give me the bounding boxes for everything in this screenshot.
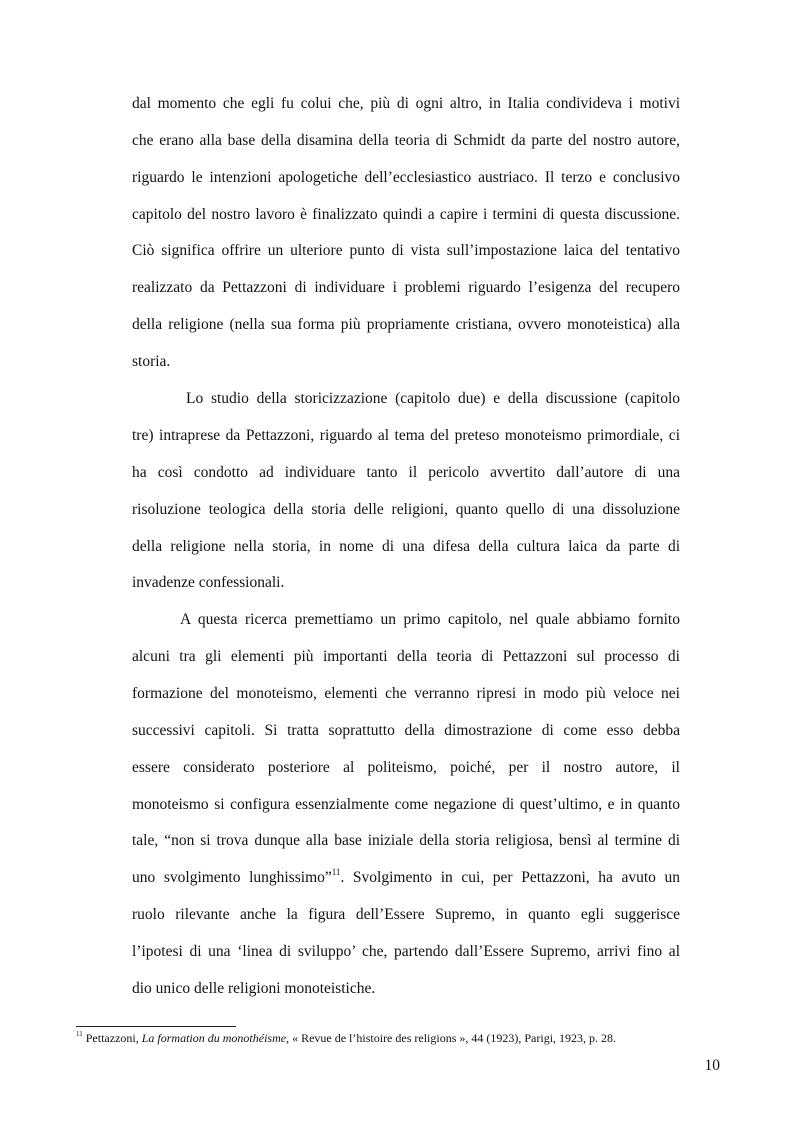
text-line: Lo studio della storicizzazione (capitolo due) e della discussione (capitolo: [186, 390, 680, 407]
text-line: ha così condotto ad individuare tanto il pericolo avvertito dall’autore di una: [132, 464, 680, 481]
text-line: tale, “non si trova dunque alla base iniziale della storia religiosa, bensì al termine di: [132, 832, 680, 849]
text-line: che erano alla base della disamina della teoria di Schmidt da parte del nostro autore,: [132, 132, 680, 149]
text-line: Ciò significa offrire un ulteriore punto di vista sull’impostazione laica del tentativo: [132, 242, 680, 259]
text-fragment: . Svolgimento in cui, per Pettazzoni, ha avuto un: [340, 869, 680, 886]
text-line: alcuni tra gli elementi più importanti della teoria di Pettazzoni sul processo di: [132, 648, 680, 665]
footnote-mark: 11: [76, 1030, 83, 1038]
footnote-author: Pettazzoni,: [82, 1031, 142, 1045]
text-line: riguardo le intenzioni apologetiche dell’ecclesiastico austriaco. Il terzo e conclusivo: [132, 169, 680, 186]
footnote-reference[interactable]: 11: [331, 866, 341, 877]
text-line: ruolo rilevante anche la figura dell’Essere Supremo, in quanto egli suggerisce: [132, 906, 680, 923]
text-line: essere considerato posteriore al politeismo, poiché, per il nostro autore, il: [132, 759, 680, 776]
text-fragment: uno svolgimento lunghissimo”: [132, 869, 332, 886]
text-line: invadenze confessionali.: [132, 574, 285, 591]
text-line: capitolo del nostro lavoro è finalizzato quindi a capire i termini di questa discussione.: [132, 206, 680, 223]
footnote-citation: , « Revue de l’histoire des religions », 44 (1923), Parigi, 1923, p. 28.: [286, 1031, 617, 1045]
text-line: tre) intraprese da Pettazzoni, riguardo al tema del preteso monoteismo primordiale, ci: [132, 427, 680, 444]
text-line: monoteismo si configura essenzialmente come negazione di quest’ultimo, e in quanto: [132, 796, 680, 813]
text-line: l’ipotesi di una ‘linea di sviluppo’ che, partendo dall’Essere Supremo, arrivi fino al: [132, 943, 680, 960]
text-line: formazione del monoteismo, elementi che verranno ripresi in modo più veloce nei: [132, 685, 680, 702]
text-line: dal momento che egli fu colui che, più di ogni altro, in Italia condivideva i motivi: [132, 95, 680, 112]
text-line: successivi capitoli. Si tratta soprattutto della dimostrazione di come esso debba: [132, 722, 680, 739]
text-line: risoluzione teologica della storia delle religioni, quanto quello di una dissoluzione: [132, 501, 680, 518]
footnote: [76, 1030, 686, 1046]
text-line: A questa ricerca premettiamo un primo capitolo, nel quale abbiamo fornito: [180, 611, 680, 628]
text-line: della religione nella storia, in nome di una difesa della cultura laica da parte di: [132, 538, 680, 555]
page-number: 10: [704, 1057, 720, 1074]
text-line: della religione (nella sua forma più propriamente cristiana, ovvero monoteistica) alla: [132, 316, 680, 333]
text-line-with-footnote-ref: [132, 868, 680, 888]
text-line: dio unico delle religioni monoteistiche.: [132, 980, 376, 997]
footnote-title: La formation du monothéisme: [141, 1031, 287, 1045]
text-line: realizzato da Pettazzoni di individuare i problemi riguardo l’esigenza del recupero: [132, 279, 680, 296]
text-line: storia.: [132, 353, 171, 370]
footnote-separator: [76, 1026, 236, 1027]
